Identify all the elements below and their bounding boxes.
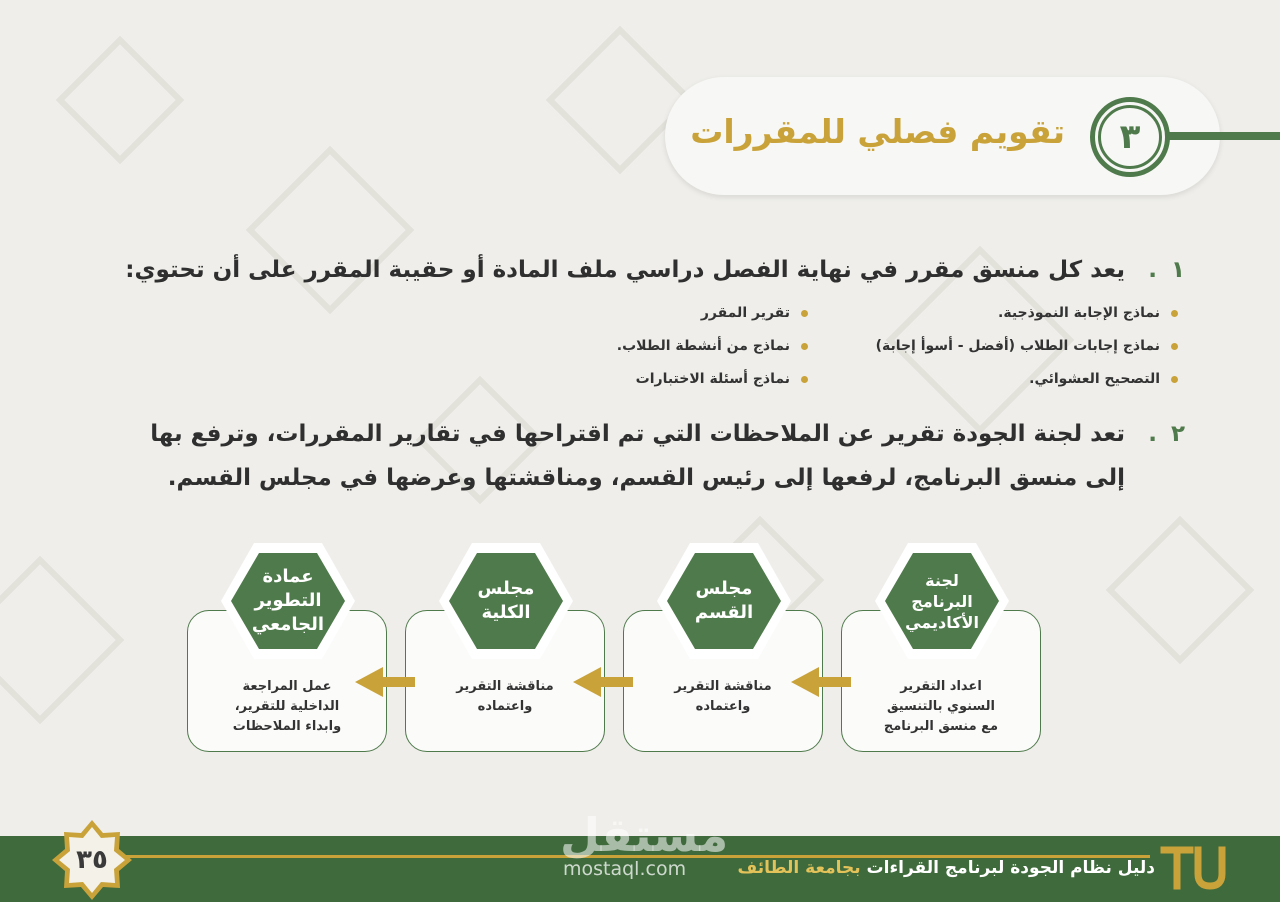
page-number: ٣٥ [76,845,108,875]
section-number: ٣ [1098,105,1162,169]
label-line: التطوير [254,590,322,611]
list-item: نماذج أسئلة الاختبارات [617,363,810,396]
section-number-badge [1090,97,1170,177]
flow-hexagon-university-development [218,540,358,662]
item-number: ١ [1170,257,1185,283]
desc-line: وابداء الملاحظات [232,719,342,734]
label-line: الجامعي [251,614,325,635]
flow-hexagon-college-council [436,540,576,662]
item-number: ٢ [1170,421,1185,447]
flow-hexagon-label [886,540,998,662]
flow-arrow-left-icon [573,667,633,697]
flow-hexagon-label [232,540,344,662]
title-connector-line [1160,132,1280,140]
label-line: الكلية [481,602,531,623]
desc-line: واعتماده [695,699,751,714]
list-item: نماذج الإجابة النموذجية. [876,297,1180,330]
watermark-latin: mostaql.com [563,858,687,880]
list-item: نماذج من أنشطة الطلاب. [617,330,810,363]
footer-caption [737,858,1155,878]
footer-caption-main: دليل نظام الجودة لبرنامج القراءات [860,858,1155,878]
desc-line: اعداد التقرير [900,679,982,694]
watermark-arabic: مستقل [560,808,729,862]
flow-hexagon-program-committee [872,540,1012,662]
desc-line: مناقشة التقرير [456,679,554,694]
label-line: القسم [694,602,754,623]
item-text: يعد كل منسق مقرر في نهاية الفصل دراسي ملف المادة أو حقيبة المقرر على أن تحتوي: [125,257,1125,283]
flow-hexagon-label [668,540,780,662]
item-text-line-2: إلى منسق البرنامج، لرفعها إلى رئيس القسم، ومناقشتها وعرضها في مجلس القسم. [167,465,1125,491]
flow-card-description [198,677,376,737]
item-number-dot: . [1148,257,1157,283]
list-item: نماذج إجابات الطلاب (أفضل - أسوأ إجابة) [876,330,1180,363]
numbered-item-1 [125,248,1185,292]
label-line: مجلس [695,578,753,599]
flow-arrow-left-icon [355,667,415,697]
desc-line: مناقشة التقرير [674,679,772,694]
desc-line: مع منسق البرنامج [883,719,999,734]
flow-arrow-left-icon [791,667,851,697]
label-line: مجلس [477,578,535,599]
flow-card-description [416,677,594,717]
flow-hexagon-department-council [654,540,794,662]
flow-hexagon-label [450,540,562,662]
desc-line: الداخلية للتقرير، [234,699,340,714]
label-line: لجنة [925,570,959,590]
contents-list-left [617,297,810,396]
label-line: عمادة [262,566,314,587]
section-title: تقويم فصلي للمقررات [690,112,1065,151]
university-logo-icon [1160,844,1226,892]
flow-card-description [852,677,1030,737]
numbered-item-2 [150,412,1185,500]
label-line: الأكاديمي [905,612,979,632]
desc-line: السنوي بالتنسيق [887,699,995,714]
flow-card-description [634,677,812,717]
item-number-dot: . [1148,421,1157,447]
item-text-line-1: تعد لجنة الجودة تقرير عن الملاحظات التي تم اقتراحها في تقارير المقررات، وترفع بها [150,421,1125,447]
desc-line: واعتماده [477,699,533,714]
contents-list-right [876,297,1180,396]
desc-line: عمل المراجعة [242,679,332,694]
list-item: تقرير المقرر [617,297,810,330]
footer-caption-accent: بجامعة الطائف [737,858,861,878]
list-item: التصحيح العشوائي. [876,363,1180,396]
label-line: البرنامج [911,591,973,611]
